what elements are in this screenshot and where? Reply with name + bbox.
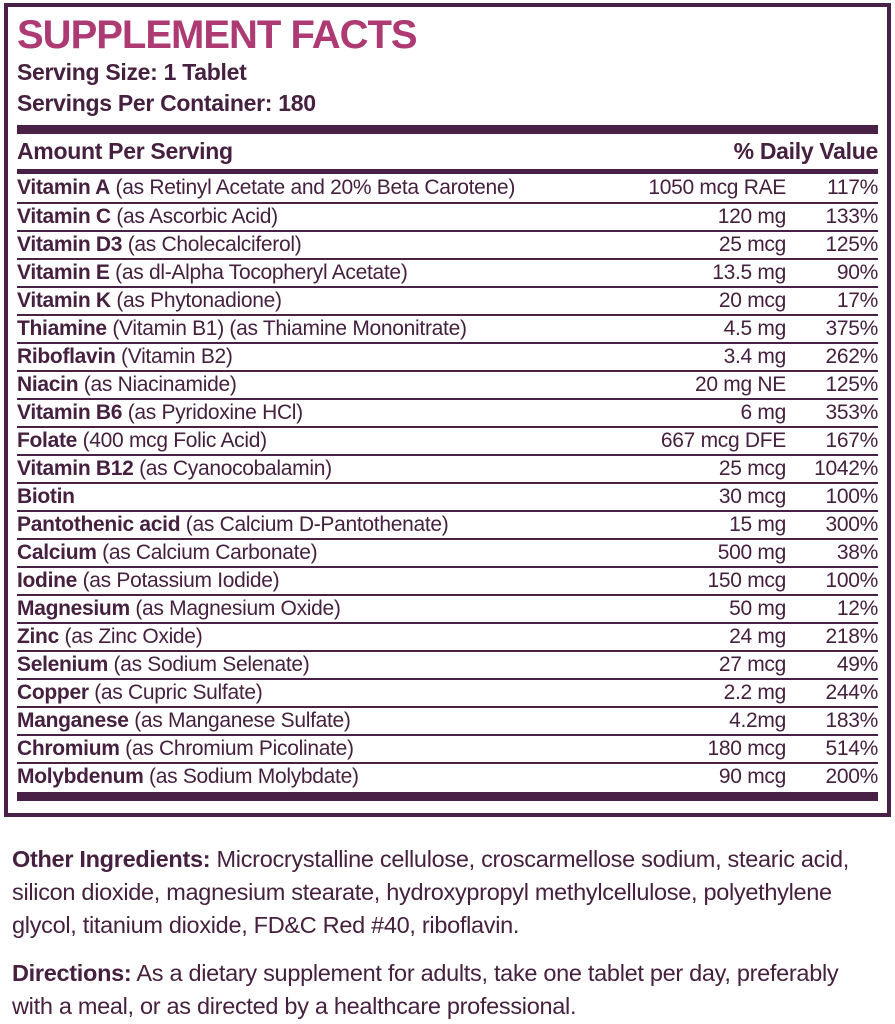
nutrient-name: Niacin (as Niacinamide) xyxy=(17,373,237,396)
nutrient-amount: 6 mg xyxy=(740,401,786,424)
nutrient-name: Iodine (as Potassium Iodide) xyxy=(17,569,280,592)
table-row xyxy=(17,482,878,510)
nutrient-daily-value: 90% xyxy=(836,261,878,284)
supplement-facts-panel xyxy=(4,3,891,817)
table-row xyxy=(17,566,878,594)
nutrient-name: Selenium (as Sodium Selenate) xyxy=(17,653,310,676)
nutrient-amount: 30 mcg xyxy=(718,485,786,508)
nutrient-amount: 20 mcg xyxy=(718,289,786,312)
table-row xyxy=(17,314,878,342)
table-row xyxy=(17,762,878,790)
nutrient-name: Thiamine (Vitamin B1) (as Thiamine Mononitrate) xyxy=(17,317,467,340)
nutrient-name: Vitamin D3 (as Cholecalciferol) xyxy=(17,233,302,256)
directions-paragraph xyxy=(12,957,883,1023)
table-row xyxy=(17,342,878,370)
table-row xyxy=(17,594,878,622)
other-ingredients-text: Microcrystalline cellulose, croscarmellose sodium, stearic acid, silicon dioxide, magnesium stearate, hydroxypropyl methylcellulose, polyethylene glycol, titanium dioxide, FD&C Red #40, riboflavin. xyxy=(12,846,850,938)
nutrient-amount: 1050 mcg RAE xyxy=(648,176,786,199)
other-ingredients-label: Other Ingredients: xyxy=(12,846,211,872)
table-row xyxy=(17,622,878,650)
nutrient-daily-value: 167% xyxy=(825,429,878,452)
nutrient-daily-value: 38% xyxy=(836,541,878,564)
nutrient-amount: 3.4 mg xyxy=(723,345,786,368)
table-row xyxy=(17,258,878,286)
directions-text: As a dietary supplement for adults, take one tablet per day, preferably with a meal, or as directed by a healthcare professional. xyxy=(12,960,839,1019)
nutrient-amount: 120 mg xyxy=(717,205,786,228)
nutrient-daily-value: 133% xyxy=(825,205,878,228)
servings-per-container: Servings Per Container: 180 xyxy=(17,90,316,116)
nutrient-amount: 15 mg xyxy=(729,513,786,536)
amount-per-serving-header: Amount Per Serving xyxy=(17,138,233,164)
nutrient-amount: 150 mcg xyxy=(707,569,786,592)
nutrient-daily-value: 218% xyxy=(825,625,878,648)
table-row xyxy=(17,174,878,202)
nutrient-daily-value: 514% xyxy=(825,737,878,760)
nutrient-daily-value: 183% xyxy=(825,709,878,732)
table-row xyxy=(17,650,878,678)
table-row xyxy=(17,706,878,734)
nutrient-amount: 2.2 mg xyxy=(723,681,786,704)
nutrient-amount: 25 mcg xyxy=(718,457,786,480)
nutrient-name: Chromium (as Chromium Picolinate) xyxy=(17,737,354,760)
directions-label: Directions: xyxy=(12,960,132,986)
nutrient-amount: 90 mcg xyxy=(718,765,786,788)
nutrient-name: Biotin xyxy=(17,485,75,508)
nutrient-name: Molybdenum (as Sodium Molybdate) xyxy=(17,765,359,788)
table-row xyxy=(17,510,878,538)
nutrient-daily-value: 49% xyxy=(836,653,878,676)
nutrient-name: Manganese (as Manganese Sulfate) xyxy=(17,709,351,732)
table-header-row xyxy=(17,134,878,169)
nutrient-name: Magnesium (as Magnesium Oxide) xyxy=(17,597,341,620)
nutrient-name: Pantothenic acid (as Calcium D-Pantothenate) xyxy=(17,513,449,536)
nutrient-daily-value: 12% xyxy=(836,597,878,620)
nutrient-daily-value: 125% xyxy=(825,233,878,256)
nutrient-amount: 20 mg NE xyxy=(695,373,786,396)
nutrient-name: Riboflavin (Vitamin B2) xyxy=(17,345,233,368)
nutrient-name: Vitamin E (as dl-Alpha Tocopheryl Acetate) xyxy=(17,261,408,284)
nutrient-daily-value: 125% xyxy=(825,373,878,396)
daily-value-header: % Daily Value xyxy=(733,138,878,164)
table-row xyxy=(17,286,878,314)
nutrient-daily-value: 353% xyxy=(825,401,878,424)
nutrient-amount: 4.2mg xyxy=(729,709,786,732)
nutrient-name: Vitamin B6 (as Pyridoxine HCl) xyxy=(17,401,303,424)
divider-thick-bottom xyxy=(17,792,878,801)
nutrient-amount: 50 mg xyxy=(729,597,786,620)
nutrient-daily-value: 17% xyxy=(836,289,878,312)
nutrient-amount: 4.5 mg xyxy=(723,317,786,340)
nutrient-name: Vitamin K (as Phytonadione) xyxy=(17,289,282,312)
nutrient-name: Vitamin C (as Ascorbic Acid) xyxy=(17,205,278,228)
table-row xyxy=(17,538,878,566)
divider-thick-top xyxy=(17,125,878,134)
nutrient-amount: 180 mcg xyxy=(707,737,786,760)
nutrient-daily-value: 200% xyxy=(825,765,878,788)
nutrient-daily-value: 300% xyxy=(825,513,878,536)
nutrient-name: Vitamin A (as Retinyl Acetate and 20% Beta Carotene) xyxy=(17,176,516,199)
table-row xyxy=(17,398,878,426)
table-row xyxy=(17,230,878,258)
nutrient-name: Vitamin B12 (as Cyanocobalamin) xyxy=(17,457,332,480)
nutrient-daily-value: 100% xyxy=(825,569,878,592)
nutrient-amount: 667 mcg DFE xyxy=(660,429,786,452)
nutrient-amount: 27 mcg xyxy=(718,653,786,676)
nutrient-daily-value: 244% xyxy=(825,681,878,704)
serving-size: Serving Size: 1 Tablet xyxy=(17,59,247,85)
nutrient-daily-value: 375% xyxy=(825,317,878,340)
nutrient-daily-value: 117% xyxy=(827,176,878,199)
nutrient-name: Folate (400 mcg Folic Acid) xyxy=(17,429,267,452)
table-row xyxy=(17,370,878,398)
table-row xyxy=(17,678,878,706)
nutrient-name: Copper (as Cupric Sulfate) xyxy=(17,681,263,704)
table-row xyxy=(17,454,878,482)
nutrient-amount: 500 mg xyxy=(717,541,786,564)
other-ingredients-paragraph xyxy=(12,843,883,942)
nutrient-name: Zinc (as Zinc Oxide) xyxy=(17,625,203,648)
table-row xyxy=(17,426,878,454)
nutrient-amount: 24 mg xyxy=(729,625,786,648)
nutrient-daily-value: 262% xyxy=(825,345,878,368)
table-row xyxy=(17,202,878,230)
facts-table-body xyxy=(17,174,878,790)
nutrient-daily-value: 100% xyxy=(825,485,878,508)
table-row xyxy=(17,734,878,762)
nutrient-amount: 13.5 mg xyxy=(712,261,786,284)
nutrient-daily-value: 1042% xyxy=(814,457,878,480)
nutrient-amount: 25 mcg xyxy=(718,233,786,256)
nutrient-name: Calcium (as Calcium Carbonate) xyxy=(17,541,318,564)
panel-title: SUPPLEMENT FACTS xyxy=(17,13,417,57)
